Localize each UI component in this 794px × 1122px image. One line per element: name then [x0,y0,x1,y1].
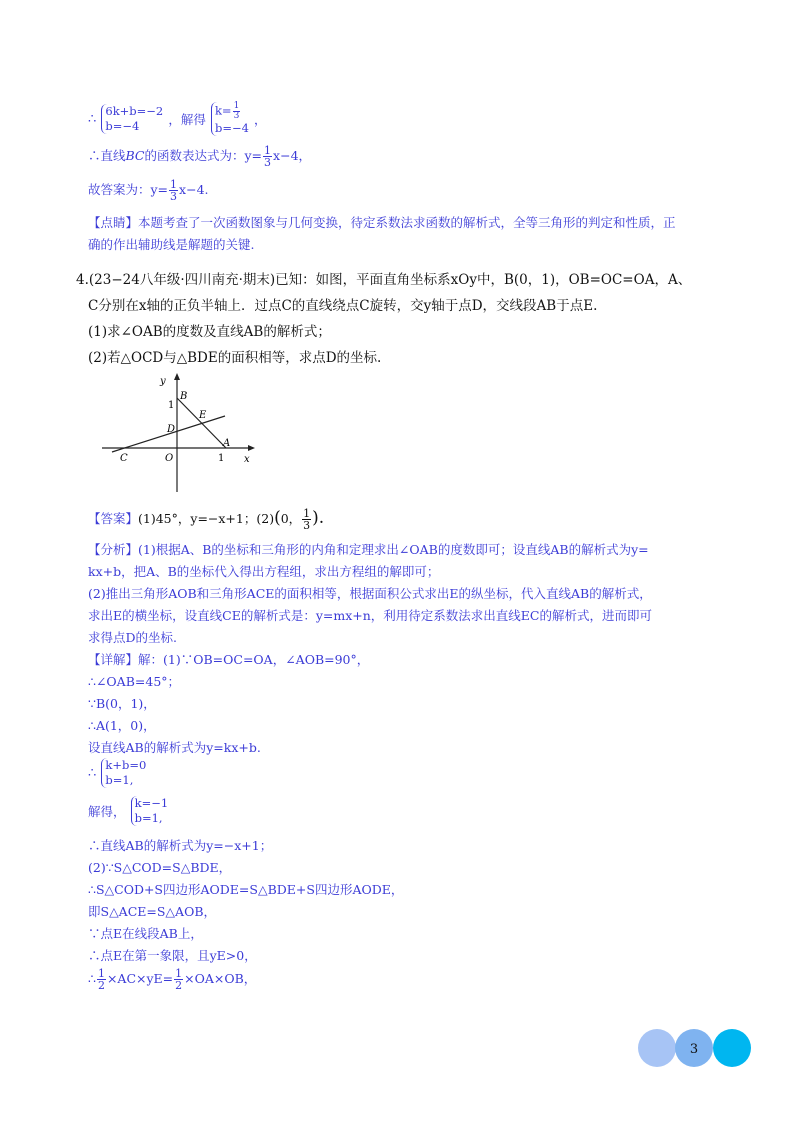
analysis-line-4 [88,606,652,624]
equation-system-2 [211,102,249,136]
text: ∵B(0，1)， [88,696,156,711]
text: 的函数表达式为：y= [144,148,263,163]
text: kx+b，把A、B的坐标代入得出方程组，求出方程组的解即可； [88,564,440,579]
analysis-line-5 [88,628,177,646]
x-axis-arrow-icon [248,445,255,451]
detail-line-11 [88,946,257,964]
denominator: 3 [170,190,178,203]
analysis-label: 【分析】 [88,542,139,557]
text: (2)推出三角形AOB和三角形ACE的面积相等，根据面积公式求出E的纵坐标，代入直线AB的解析式， [88,586,652,601]
solve-text: 解得， [88,804,126,819]
text: 求得点D的坐标. [88,630,177,645]
equation-system [101,758,146,788]
denominator: 2 [97,979,105,992]
numerator: 1 [175,967,183,980]
detail-line-12 [88,968,256,991]
question-part-2 [88,346,381,366]
page-number-badge [638,1028,752,1068]
detail-line-5 [88,738,261,756]
bc-expression-line [88,145,311,168]
detail-line-1 [88,650,369,668]
text: 本题考查了一次函数图象与几何变换，待定系数法求函数的解析式，全等三角形的判定和性质，正 [138,215,676,230]
numerator: 1 [264,144,272,157]
text: 解：(1)∵OB=OC=OA，∠AOB=90°， [138,652,370,667]
therefore-symbol: ∴ [88,765,97,781]
fraction [233,102,241,121]
system-row: k=−1 [134,796,169,810]
detail-line-10 [88,924,203,942]
text: 设直线AB的解析式为y=kx+b. [88,740,261,755]
denominator: 3 [264,156,272,169]
system-row: 6k+b=−2 [105,104,164,118]
solve-text: ，解得 [168,112,206,127]
detail-line-6 [88,836,272,854]
y-label: y [160,376,166,387]
paren: ( [274,508,281,528]
badge-circle-right [713,1029,751,1067]
var: BC [125,148,145,163]
badge-circle-left [638,1029,676,1067]
text: (23−24八年级·四川南充·期末)已知：如图，平面直角坐标系xOy中，B(0，1)，OB=OC=OA，A、 [88,272,692,288]
system-row: b=1, [105,773,134,787]
text: ∴ [88,971,96,986]
denominator: 3 [233,111,240,121]
numerator: 1 [303,507,311,520]
text: ∵点E在线段AB上， [88,926,203,941]
analysis-line-2 [88,562,439,580]
detail-line-8 [88,880,403,898]
dianjing-line-1 [88,213,676,231]
system-row [215,102,249,121]
text: 即S△ACE=S△AOB， [88,904,217,919]
paren: ). [312,508,325,528]
y-one-label: 1 [168,400,175,411]
therefore-symbol: ∴ [88,111,97,127]
denominator: 2 [175,979,183,992]
point-b-label: B [180,391,188,402]
text: ∴点E在第一象限，且yE>0， [88,948,257,963]
detail-label: 【详解】 [88,652,139,667]
text: (1)求∠OAB的度数及直线AB的解析式； [88,324,331,340]
question-line-1 [76,268,691,288]
detail-line-2 [88,672,180,690]
text: x−4. [179,182,209,197]
system-text: k= [214,103,232,118]
detail-line-3 [88,694,156,712]
fraction [302,508,311,531]
text: (1)45°，y=−x+1；(2) [138,511,275,526]
detail-line-4 [88,716,156,734]
detail-system-b [88,796,168,826]
system-row: b=−4 [214,121,249,135]
comma: ， [254,112,267,127]
point-a-label: A [223,438,231,449]
coordinate-figure [98,372,258,496]
numerator: 1 [233,101,240,111]
detail-line-7 [88,858,231,876]
text: (2)∵S△COD=S△BDE， [88,860,232,875]
text: ×AC×yE= [106,971,174,986]
text: 0， [280,511,302,526]
equation-system-1 [101,104,163,134]
answer-line [88,179,209,202]
point-e-label: E [199,410,207,421]
question-line-2 [88,294,597,314]
answer-line-q4 [88,508,324,531]
text: ∴S△COD+S四边形AODE=S△BDE+S四边形AODE， [88,882,404,897]
fraction [97,968,106,991]
question-part-1 [88,320,331,340]
text: ×OA×OB， [184,971,257,986]
numerator: 1 [170,178,178,191]
analysis-line-3 [88,584,652,602]
denominator: 3 [303,519,311,532]
text: 故答案为：y= [88,182,169,197]
text: (2)若△OCD与△BDE的面积相等，求点D的坐标. [88,350,382,366]
point-c-label: C [120,453,128,464]
system-row: b=−4 [105,119,140,133]
text: x−4， [273,148,312,163]
system-row: k+b=0 [105,758,147,772]
detail-system-a [88,758,146,788]
text: C分别在x轴的正负半轴上．过点C的直线绕点C旋转，交y轴于点D，交线段AB于点E. [88,298,598,314]
dianjing-label: 【点睛】 [88,215,139,230]
page-number: 3 [689,1042,699,1057]
equation-system [131,796,169,826]
origin-label: O [165,453,174,464]
question-number: 4. [76,272,89,288]
analysis-line-1 [88,540,649,558]
prev-system-line [88,102,267,136]
text: 确的作出辅助线是解题的关键. [88,237,255,252]
x-label: x [244,454,250,465]
fraction [174,968,183,991]
text: 求出E的横坐标，设直线CE的解析式是：y=mx+n，利用待定系数法求出直线EC的解析式，进而即可 [88,608,652,623]
text: ∴A(1，0)， [88,718,156,733]
fraction [169,179,178,202]
dianjing-line-2 [88,235,254,253]
system-row: b=1, [134,811,163,825]
answer-label: 【答案】 [88,511,139,526]
text: ∴∠OAB=45°； [88,674,181,689]
text: ∴直线AB的解析式为y=−x+1； [88,838,273,853]
text: ∴直线 [88,148,126,163]
x-one-label: 1 [218,453,225,464]
y-axis-arrow-icon [174,373,180,380]
detail-line-9 [88,902,216,920]
fraction [263,145,272,168]
numerator: 1 [97,967,105,980]
text: (1)根据A、B的坐标和三角形的内角和定理求出∠OAB的度数即可；设直线AB的解析式为y= [138,542,649,557]
point-d-label: D [167,424,176,435]
